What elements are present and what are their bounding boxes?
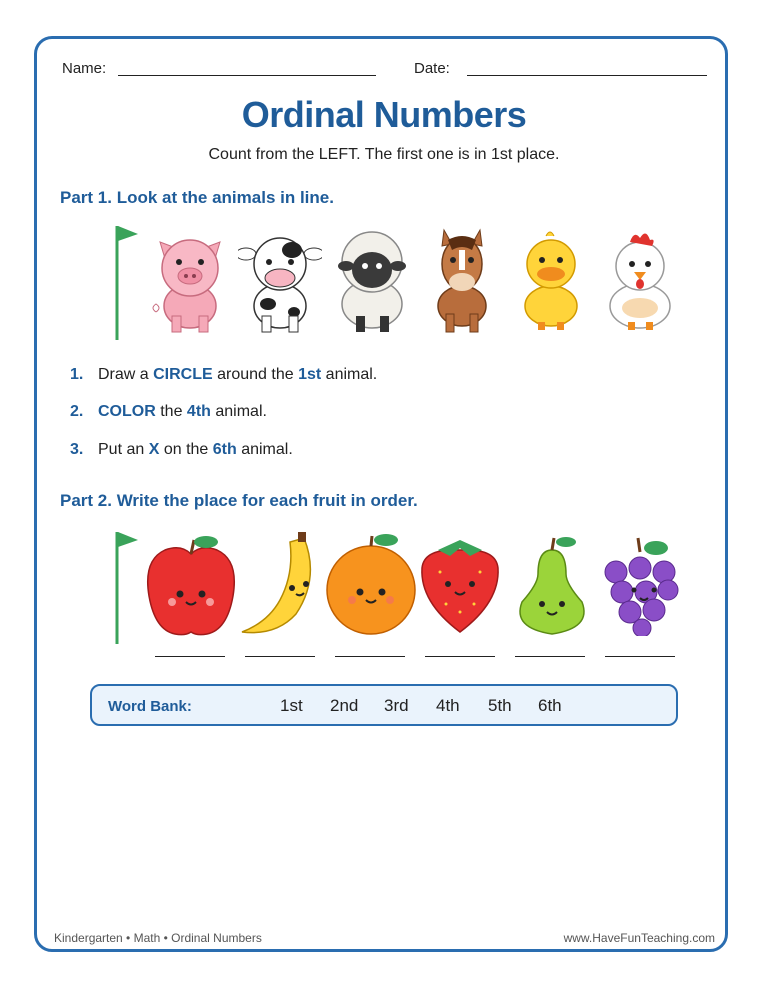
instruction-keyword: COLOR xyxy=(98,403,156,420)
answer-line-6[interactable] xyxy=(605,656,675,657)
instruction-keyword: X xyxy=(148,441,160,458)
flag-icon xyxy=(112,530,142,646)
instruction-ordinal: 4th xyxy=(186,403,211,420)
part2-heading: Part 2. Write the place for each fruit in order. xyxy=(60,491,418,510)
instruction-text: animal. xyxy=(321,366,378,383)
instruction-2 xyxy=(70,403,267,421)
chicken-icon xyxy=(602,226,678,334)
instruction-text: on the xyxy=(159,441,213,458)
grapes-icon xyxy=(598,532,682,636)
page-title: Ordinal Numbers xyxy=(241,94,527,135)
instruction-keyword: CIRCLE xyxy=(153,366,213,383)
answer-line-3[interactable] xyxy=(335,656,405,657)
answer-line-1[interactable] xyxy=(155,656,225,657)
footer-website: www.HaveFunTeaching.com xyxy=(563,931,715,945)
date-label: Date: xyxy=(414,60,450,77)
instruction-text: around the xyxy=(212,366,299,383)
word-bank-item: 4th xyxy=(436,696,460,715)
page-subtitle: Count from the LEFT. The first one is in 1st place. xyxy=(208,146,560,163)
flag-icon xyxy=(112,224,142,342)
instruction-number: 2. xyxy=(70,403,84,420)
word-bank-item: 2nd xyxy=(330,696,359,715)
pear-icon xyxy=(510,532,594,636)
horse-icon xyxy=(428,226,494,334)
answer-line-5[interactable] xyxy=(515,656,585,657)
instruction-text: Draw a xyxy=(98,366,154,383)
orange-icon xyxy=(324,532,418,636)
instruction-number: 3. xyxy=(70,441,84,458)
name-line[interactable] xyxy=(118,75,376,76)
instruction-text: Put an xyxy=(98,441,149,458)
word-bank-item: 5th xyxy=(488,696,512,715)
part1-heading: Part 1. Look at the animals in line. xyxy=(60,188,334,207)
pig-icon xyxy=(148,226,232,334)
strawberry-icon xyxy=(418,532,502,636)
apple-icon xyxy=(144,532,238,636)
instruction-ordinal: 1st xyxy=(298,366,322,383)
cow-icon xyxy=(238,226,322,334)
answer-line-4[interactable] xyxy=(425,656,495,657)
instruction-text: the xyxy=(155,403,187,420)
word-bank-item: 3rd xyxy=(384,696,409,715)
instruction-ordinal: 6th xyxy=(212,441,237,458)
word-bank-item: 6th xyxy=(538,696,562,715)
instruction-text: animal. xyxy=(210,403,267,420)
word-bank xyxy=(90,684,678,726)
word-bank-item: 1st xyxy=(280,696,303,715)
instruction-number: 1. xyxy=(70,366,84,383)
duck-icon xyxy=(516,226,586,334)
name-label: Name: xyxy=(62,60,107,77)
sheep-icon xyxy=(330,226,414,334)
instruction-text: animal. xyxy=(236,441,293,458)
instruction-1 xyxy=(70,366,377,384)
word-bank-label: Word Bank: xyxy=(108,698,192,715)
banana-icon xyxy=(238,532,324,636)
date-line[interactable] xyxy=(467,75,707,76)
footer-breadcrumb: Kindergarten • Math • Ordinal Numbers xyxy=(54,931,262,945)
answer-line-2[interactable] xyxy=(245,656,315,657)
instruction-3 xyxy=(70,441,293,459)
